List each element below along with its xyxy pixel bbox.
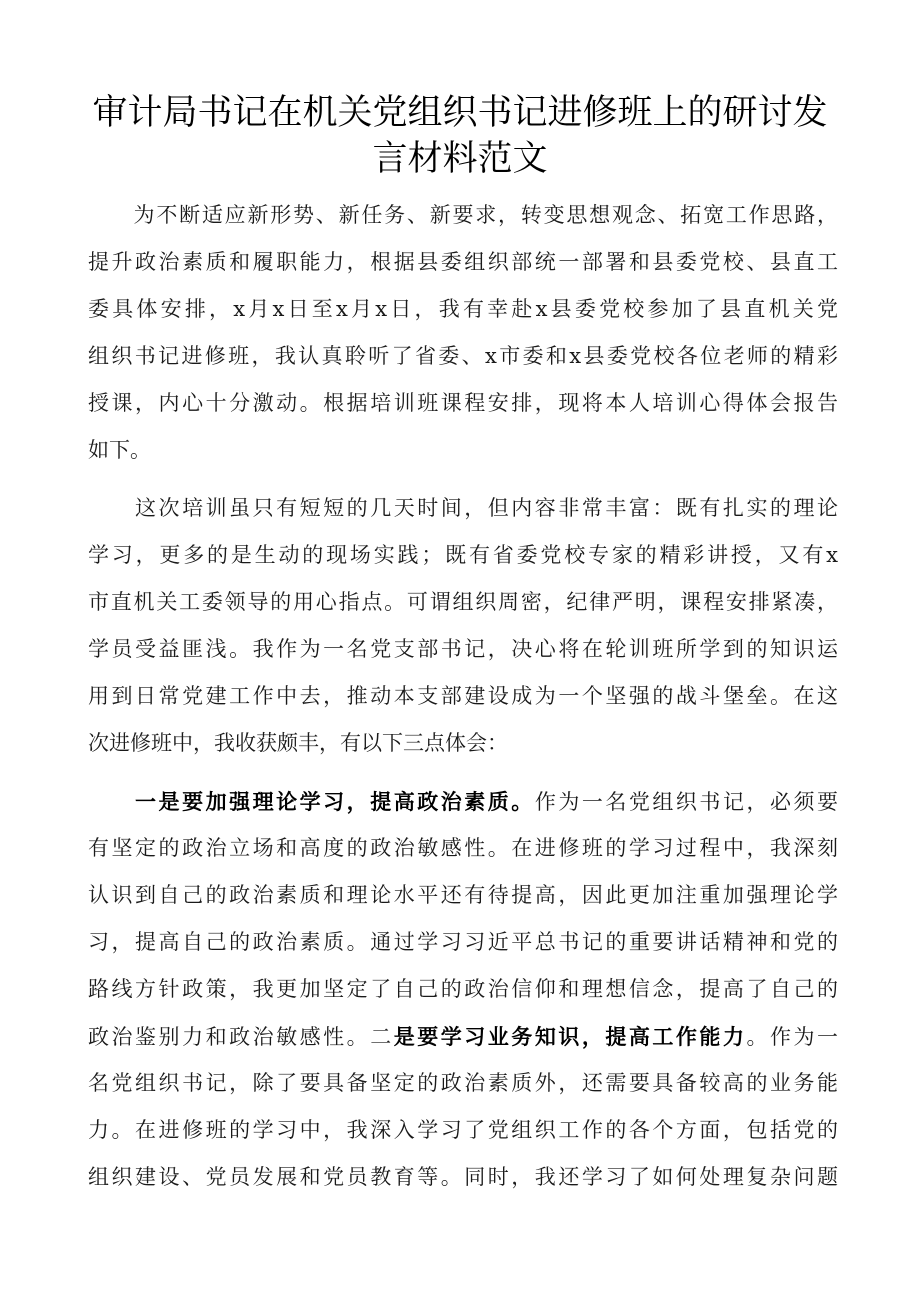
text-line: 次进修班中，我收获颇丰，有以下三点体会：: [88, 731, 508, 755]
text-line: 路线方针政策，我更加坚定了自己的政治信仰和理想信念，提高了自己的: [88, 977, 838, 1001]
text-line: 如下。: [88, 438, 151, 462]
text-line: 用到日常党建工作中去，推动本支部建设成为一个坚强的战斗堡垒。在这: [88, 684, 838, 708]
text-line: 学员受益匪浅。我作为一名党支部书记，决心将在轮训班所学到的知识运: [88, 637, 838, 661]
document-body: [88, 192, 838, 1212]
paragraph-overview: [88, 485, 838, 767]
text-line: 组织书记进修班，我认真聆听了省委、x市委和x县委党校各位老师的精彩: [88, 344, 838, 368]
bold-heading-2: 是要学习业务知识，提高工作能力: [393, 1024, 747, 1049]
paragraph-points: [88, 778, 838, 1201]
text-line: 有坚定的政治立场和高度的政治敏感性。在进修班的学习过程中，我深刻: [88, 836, 838, 860]
title-line-1: 审计局书记在机关党组织书记进修班上的研讨发: [92, 93, 828, 133]
text-run: 作为一名党组织书记，必须要: [534, 790, 839, 814]
text-run: 政治鉴别力和政治敏感性。二: [88, 1025, 394, 1049]
text-line: 这次培训虽只有短短的几天时间，但内容非常丰富：既有扎实的理论: [88, 496, 838, 520]
paragraph-intro: [88, 192, 838, 474]
text-line: 组织建设、党员发展和党员教育等。同时，我还学习了如何处理复杂问题: [88, 1165, 838, 1189]
text-line: 学习，更多的是生动的现场实践；既有省委党校专家的精彩讲授，又有x: [88, 543, 838, 567]
text-line: 认识到自己的政治素质和理论水平还有待提高，因此更加注重加强理论学: [88, 883, 838, 907]
text-line: 提升政治素质和履职能力，根据县委组织部统一部署和县委党校、县直工: [88, 250, 838, 274]
document-title: [80, 90, 840, 182]
text-line: 市直机关工委领导的用心指点。可谓组织周密，纪律严明，课程安排紧凑，: [88, 590, 838, 614]
text-line: [88, 778, 838, 825]
text-line: 为不断适应新形势、新任务、新要求，转变思想观念、拓宽工作思路，: [88, 203, 838, 227]
text-line: 授课，内心十分激动。根据培训班课程安排，现将本人培训心得体会报告: [88, 391, 838, 415]
text-run: 。作为一: [746, 1025, 839, 1049]
text-line: 委具体安排，x月x日至x月x日，我有幸赴x县委党校参加了县直机关党: [88, 297, 838, 321]
text-line: 力。在进修班的学习中，我深入学习了党组织工作的各个方面，包括党的: [88, 1118, 838, 1142]
text-line: 名党组织书记，除了要具备坚定的政治素质外，还需要具备较高的业务能: [88, 1071, 838, 1095]
text-line: 习，提高自己的政治素质。通过学习习近平总书记的重要讲话精神和党的: [88, 930, 838, 954]
bold-heading-1: 一是要加强理论学习，提高政治素质。: [88, 789, 535, 814]
text-line: [88, 1013, 838, 1060]
title-line-2: 言材料范文: [372, 139, 548, 179]
